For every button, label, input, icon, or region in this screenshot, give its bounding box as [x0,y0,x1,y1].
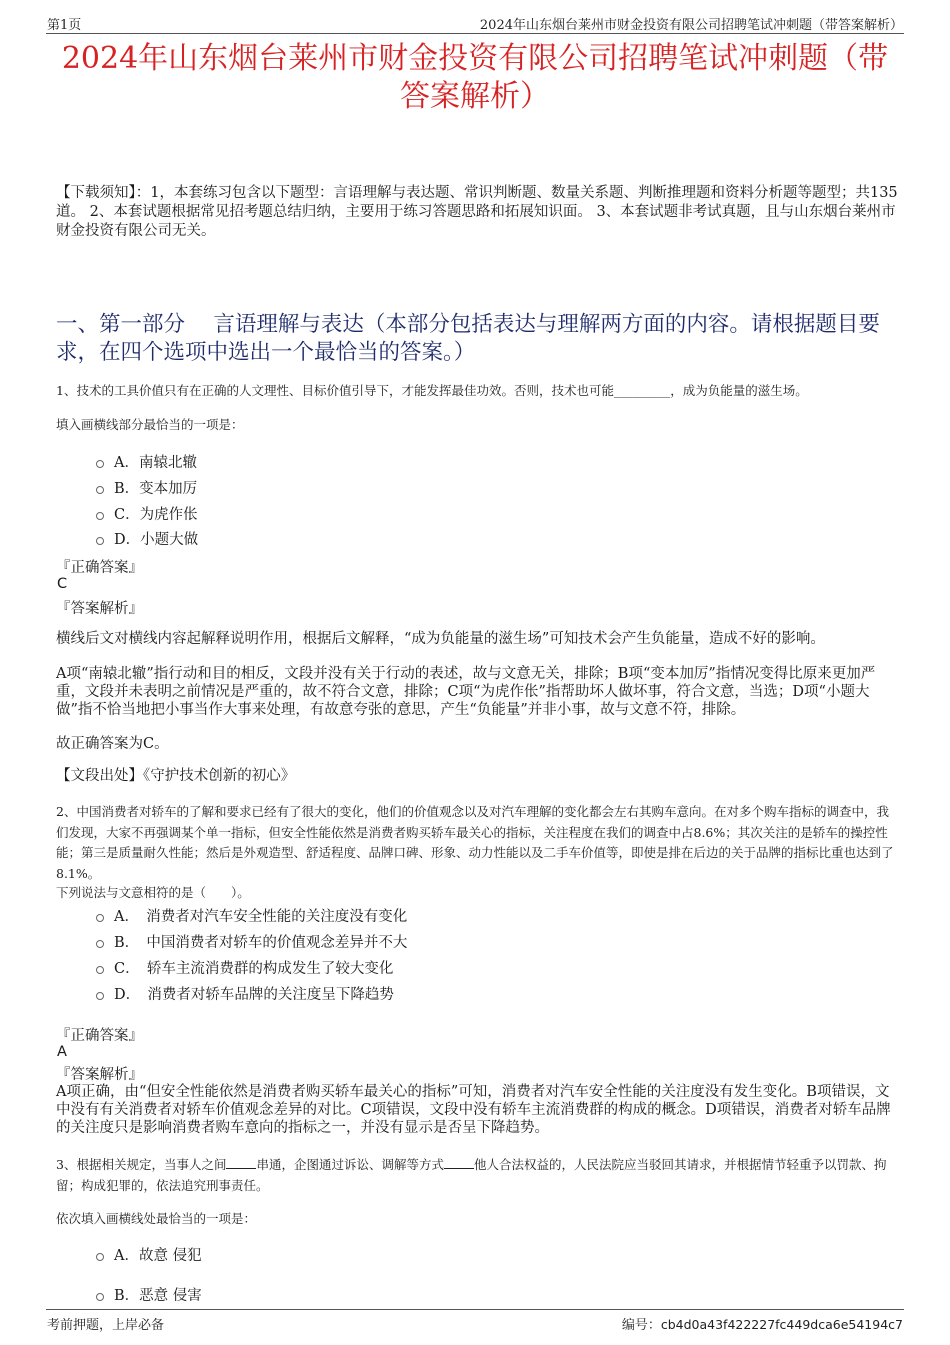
radio-icon[interactable] [96,537,104,545]
radio-icon[interactable] [96,992,104,1000]
q2-answer: A [57,1044,67,1060]
option-label: C．为虎作伥 [114,507,198,523]
q1-option-b[interactable] [96,477,197,498]
option-label: D．小题大做 [114,532,199,548]
q1-analysis-p2: A项“南辕北辙”指行动和目的相反，文段并没有关于行动的表述，故与文意无关，排除；B项“变本加厉”指情况变得比原来更加严重，文段并未表明之前情况是严重的，故不符合文意，排除；C项“为虎作伥”指帮助坏人做坏事，符合文意，当选；D项“小题大做”指不恰当地把小事当作大事来处理，有故意夸张的意思，产生“负能量”并非小事，故与文意不符，排除。 [56,666,876,718]
option-label: A．南辕北辙 [114,455,197,471]
q3-stem-part-3: 他人合法权益的，人民法院应当驳回其请求，并根据情节轻重予以罚款、拘留；构成犯罪的，依法追究刑事责任。 [56,1157,887,1193]
q1-correct-label: 『正确答案』 [56,560,143,576]
option-label: A． 消费者对汽车安全性能的关注度没有变化 [114,909,408,925]
q3-stem-part-1: 3、根据相关规定，当事人之间 [56,1157,227,1172]
radio-icon[interactable] [96,1293,104,1301]
radio-icon[interactable] [96,512,104,520]
code-value: cb4d0a43f422227fc449dca6e54194c7 [660,1317,903,1332]
q1-analysis-p1: 横线后文对横线内容起解释说明作用，根据后文解释，“成为负能量的滋生场”可知技术会产生负能量，造成不好的影响。 [56,631,825,647]
q2-analysis-label: 『答案解析』 [56,1067,143,1083]
document-title [50,40,900,116]
radio-icon[interactable] [96,966,104,974]
radio-icon[interactable] [96,914,104,922]
option-label: C． 轿车主流消费群的构成发生了较大变化 [114,961,394,977]
q2-stem: 2、中国消费者对轿车的了解和要求已经有了很大的变化，他们的价值观念以及对汽车理解的变化都会左右其购车意向。在对多个购车指标的调查中，我们发现，大家不再强调某个单一指标，但安全性能依然是消费者购买轿车最关心的指标，关注程度在我们的调查中占8.6%；其次关注的是轿车的操控性能；第三是质量耐久性能；然后是外观造型、舒适程度、品牌口碑、形象、动力性能以及二手车价值等，即使是排在后边的关于品牌的指标比重也达到了8.1%。 [56,804,894,881]
q2-option-a[interactable] [96,905,407,926]
q1-option-a[interactable] [96,451,197,472]
q1-option-d[interactable] [96,528,198,549]
q2-prompt: 下列说法与文意相符的是（ ）。 [56,885,250,900]
page-number: 第1页 [47,18,82,33]
title-line-2: 答案解析） [400,79,550,114]
title-line-1: 2024年山东烟台莱州市财金投资有限公司招聘笔试冲刺题（带 [61,41,889,76]
q3-blank-1 [226,1156,256,1169]
q3-stem [56,1154,898,1196]
radio-icon[interactable] [96,460,104,468]
radio-icon[interactable] [96,940,104,948]
document-code [622,1314,903,1333]
q3-option-b[interactable] [96,1284,202,1305]
q3-prompt: 依次填入画横线处最恰当的一项是： [56,1211,257,1226]
q2-correct-label: 『正确答案』 [56,1028,143,1044]
footer-divider [46,1309,904,1310]
q1-prompt: 填入画横线部分最恰当的一项是： [56,417,244,432]
radio-icon[interactable] [96,1253,104,1261]
q1-option-c[interactable] [96,503,198,524]
option-label: B． 中国消费者对轿车的价值观念差异并不大 [114,935,408,951]
footer-slogan: 考前押题，上岸必备 [47,1318,165,1333]
q2-option-b[interactable] [96,931,407,952]
q3-stem-part-2: 串通，企图通过诉讼、调解等方式 [256,1157,444,1172]
download-notice: 【下载须知】：1，本套练习包含以下题型：言语理解与表达题、常识判断题、数量关系题、判断推理题和资料分析题等题型；共135道。 2、本套试题根据常见招考题总结归纳，主要用于练习答题思路和拓展知识面。 3、本套试题非考试真题，且与山东烟台莱州市财金投资有限公司无关。 [56,185,898,239]
q3-blank-2 [444,1156,474,1169]
q2-option-c[interactable] [96,957,393,978]
radio-icon[interactable] [96,486,104,494]
option-label: B．变本加厉 [114,481,198,497]
option-label: B．恶意 侵害 [114,1288,202,1304]
q2-analysis: A项正确，由“但安全性能依然是消费者购买轿车最关心的指标”可知，消费者对汽车安全性能的关注度没有发生变化。B项错误，文中没有有关消费者对轿车价值观念差异的对比。C项错误，文段中没有轿车主流消费群的构成的概念。D项错误，消费者对轿车品牌的关注度只是影响消费者购车意向的指标之一，并没有显示是否呈下降趋势。 [56,1084,891,1136]
q1-stem: 1、技术的工具价值只有在正确的人文理性、目标价值引导下，才能发挥最佳功效。否则，技术也可能_________，成为负能量的滋生场。 [56,383,808,398]
option-label: A．故意 侵犯 [114,1248,202,1264]
code-label: 编号： [621,1318,661,1333]
q1-analysis-p3: 故正确答案为C。 [56,736,169,752]
section-heading: 一、第一部分 言语理解与表达（本部分包括表达与理解两方面的内容。请根据题目要求，在四个选项中选出一个最恰当的答案。） [56,312,880,365]
q3-option-a[interactable] [96,1244,202,1265]
q2-option-d[interactable] [96,983,394,1004]
option-label: D． 消费者对轿车品牌的关注度呈下降趋势 [114,987,394,1003]
q1-analysis-label: 『答案解析』 [56,601,143,617]
header-divider [46,33,904,34]
q1-source: 【文段出处】《守护技术创新的初心》 [56,768,296,784]
q1-answer: C [57,576,68,592]
running-title: 2024年山东烟台莱州市财金投资有限公司招聘笔试冲刺题（带答案解析） [479,18,903,33]
